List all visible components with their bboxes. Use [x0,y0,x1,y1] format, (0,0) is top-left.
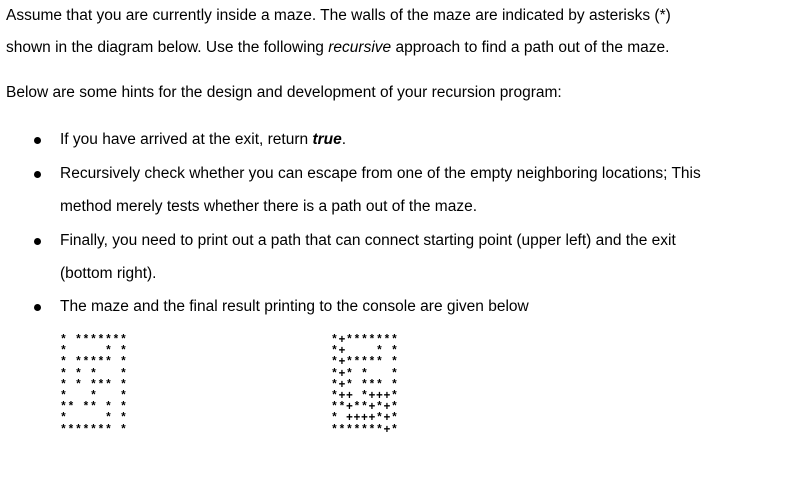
intro-line-2: shown in the diagram below. Use the following recursive approach to find a path out of the maze. [6,39,670,56]
intro-line-1: Assume that you are currently inside a maze. The walls of the maze are indicated by asterisks (*) [6,7,671,24]
true-emphasis: true [312,131,342,148]
bullet-dot-icon [34,137,41,144]
maze-solved: *+******* *+ * * *+***** * *+* * * *+* *** * *++ *+++* **+**+*+* * ++++*+* *******+* [331,334,399,437]
bullet-3-line-2: (bottom right). [60,265,157,282]
bullet-2-line-1: Recursively check whether you can escape from one of the empty neighboring locations; This [60,165,701,182]
bullet-4-line-1: The maze and the final result printing to the console are given below [60,298,529,315]
maze-original: * ******* * * * * ***** * * * * * * * *** * * * * ** ** * * * * * ******* * [60,334,128,437]
bullet-dot-icon [34,171,41,178]
bullet-3-line-1: Finally, you need to print out a path that can connect starting point (upper left) and the exit [60,232,676,249]
bullet-2-line-2: method merely tests whether there is a path out of the maze. [60,198,477,215]
bullet-dot-icon [34,238,41,245]
bullet-dot-icon [34,304,41,311]
recursive-emphasis: recursive [328,39,392,56]
bullet-1-line-1: If you have arrived at the exit, return true. [60,131,347,148]
hints-heading: Below are some hints for the design and development of your recursion program: [6,84,562,101]
